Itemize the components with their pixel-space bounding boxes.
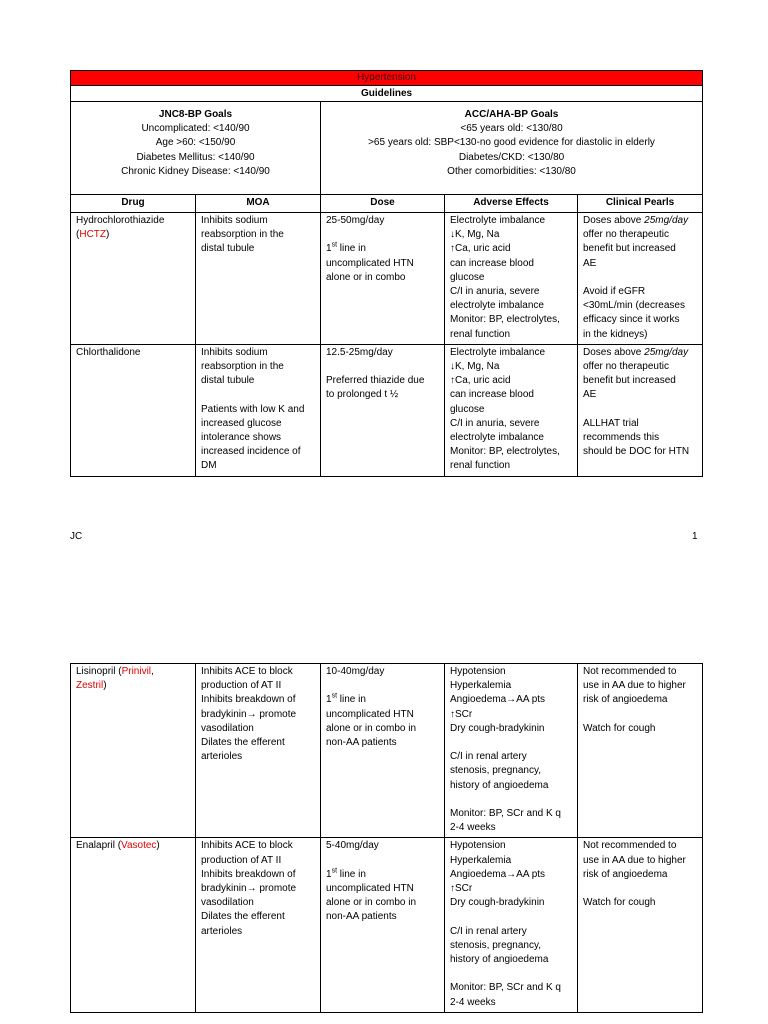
dose-first: 1 [326, 243, 332, 255]
dose-line: 25-50mg/day [326, 215, 385, 226]
pearl-line: Not recommended to [583, 840, 677, 852]
table-row [71, 344, 703, 476]
hypertension-table [70, 70, 703, 477]
acc-aha-goals-title: ACC/AHA-BP Goals [464, 109, 559, 120]
ace-inhibitor-table [70, 663, 703, 1013]
brand-name: Zestril [76, 680, 104, 692]
drug-cell [71, 213, 196, 345]
moa-line: Inhibits ACE to block [201, 666, 293, 677]
pearl-line [583, 459, 697, 473]
acc-aha-goals-cell [321, 102, 703, 195]
clinical-pearls-cell [578, 664, 703, 838]
moa-cell [196, 838, 321, 1012]
jnc8-goal-line: Diabetes Mellitus: <140/90 [136, 151, 255, 163]
moa-line: reabsorption in the [201, 229, 284, 241]
moa-line: DM [201, 460, 217, 472]
pearl-line [583, 882, 697, 896]
ae-line: Monitor: BP, SCr and K q [450, 982, 561, 994]
dose-line [326, 693, 439, 707]
dose-line: uncomplicated HTN [326, 708, 414, 720]
dose-line: alone or in combo [326, 271, 406, 283]
jnc8-goals-cell [71, 102, 321, 195]
dose-line: alone or in combo in [326, 722, 417, 734]
footer-page-number: 1 [692, 531, 698, 542]
moa-cell [196, 664, 321, 838]
ae-line: ↑Ca, uric acid [450, 375, 511, 387]
brand-name: Prinivil [121, 666, 152, 677]
moa-cell [196, 344, 321, 476]
moa-line: increased incidence of [201, 446, 301, 458]
moa-line: vasodilation [201, 897, 254, 909]
moa-line: arterioles [201, 925, 243, 937]
ae-line: renal function [450, 328, 511, 340]
pearl-line: benefit but increased [583, 243, 676, 255]
dose-line: Preferred thiazide due [326, 375, 425, 387]
drug-name: Chlorthalidone [76, 346, 141, 358]
pearl-line: benefit but increased [583, 375, 676, 387]
moa-line: bradykinin→ promote [201, 883, 297, 895]
pearl-text: Doses above [583, 346, 645, 358]
ae-line: electrolyte imbalance [450, 432, 544, 444]
ae-line [450, 793, 572, 807]
pearl-text: Doses above [583, 215, 645, 226]
column-header-dose: Dose [321, 195, 445, 213]
ae-line: ↓K, Mg, Na [450, 229, 500, 241]
dose-line [326, 868, 439, 882]
pearl-line: recommends this [583, 432, 660, 444]
ae-line: glucose [450, 403, 485, 415]
ae-line: stenosis, pregnancy, [450, 939, 541, 951]
pearl-line: use in AA due to higher [583, 680, 686, 692]
adverse-effects-cell [445, 213, 578, 345]
ae-line: Dry cough-bradykinin [450, 722, 545, 734]
ae-line: history of angioedema [450, 954, 549, 966]
dose-sup: st [331, 242, 338, 250]
dose-line: non-AA patients [326, 911, 397, 923]
drug-cell [71, 664, 196, 838]
dose-line: uncomplicated HTN [326, 257, 414, 269]
ae-line: Angioedema→AA pts [450, 694, 546, 706]
moa-cell [196, 213, 321, 345]
pearl-line: Avoid if eGFR [583, 286, 646, 298]
moa-line: production of AT II [201, 854, 282, 866]
moa-line: Inhibits sodium [201, 346, 268, 358]
pearl-line: AE [583, 389, 597, 401]
pearl-line: should be DOC for HTN [583, 446, 690, 458]
table-row [71, 838, 703, 1012]
moa-line: arterioles [201, 751, 243, 763]
ae-line: Electrolyte imbalance [450, 346, 546, 358]
moa-line: Inhibits ACE to block [201, 840, 293, 852]
moa-line: bradykinin→ promote [201, 708, 297, 720]
column-header-clinical-pearls: Clinical Pearls [578, 195, 703, 213]
ae-line: C/I in anuria, severe [450, 286, 540, 298]
acc-aha-goal-line: Other comorbidities: <130/80 [447, 165, 576, 177]
ae-line: Hypotension [450, 840, 506, 852]
ae-line [450, 736, 572, 750]
pearl-line: efficacy since it works [583, 314, 680, 326]
dose-line [326, 679, 439, 693]
dose-cell [321, 838, 445, 1012]
pearl-line: offer no therapeutic [583, 229, 669, 241]
dose-line [326, 360, 439, 374]
dose-line [326, 854, 439, 868]
ae-line: renal function [450, 460, 511, 472]
dose-cell [321, 664, 445, 838]
jnc8-goals-title: JNC8-BP Goals [158, 109, 233, 120]
pearl-line [583, 708, 697, 722]
moa-line: reabsorption in the [201, 361, 284, 373]
dose-sup: st [331, 867, 338, 875]
pearl-emphasis: 25mg/day [644, 346, 689, 358]
moa-line: Dilates the efferent [201, 737, 285, 749]
dose-cell [321, 344, 445, 476]
ae-line [450, 910, 572, 924]
dose-first: 1 [326, 868, 332, 880]
column-header-adverse-effects: Adverse Effects [445, 195, 578, 213]
footer-initials: JC [70, 531, 83, 542]
ae-line: can increase blood [450, 389, 534, 401]
drug-name-end: ) [156, 840, 160, 852]
pearl-line [583, 346, 697, 360]
acc-aha-goal-line: <65 years old: <130/80 [460, 123, 563, 135]
pearl-line: ALLHAT trial [583, 417, 639, 429]
ae-line: 2-4 weeks [450, 996, 496, 1008]
moa-line: Inhibits breakdown of [201, 868, 296, 880]
acc-aha-goal-line: Diabetes/CKD: <130/80 [458, 151, 565, 163]
jnc8-goal-line: Chronic Kidney Disease: <140/90 [121, 165, 270, 177]
pearl-line: Watch for cough [583, 722, 656, 734]
moa-line: Inhibits breakdown of [201, 694, 296, 706]
ae-line: ↑Ca, uric acid [450, 243, 511, 255]
table-row [71, 213, 703, 345]
ae-line: ↓K, Mg, Na [450, 361, 500, 373]
table-row [71, 664, 703, 838]
dose-first-rest: line in [337, 694, 366, 706]
drug-name: Enalapril ( [76, 840, 122, 852]
dose-line: non-AA patients [326, 737, 397, 749]
ae-line: C/I in renal artery [450, 925, 527, 937]
brand-name: Vasotec [121, 840, 157, 852]
ae-line: Electrolyte imbalance [450, 215, 546, 226]
pearl-line: offer no therapeutic [583, 361, 669, 373]
ae-line: ↑SCr [450, 708, 473, 720]
ae-line: Hyperkalemia [450, 854, 512, 866]
dose-first: 1 [326, 694, 332, 706]
pearl-emphasis: 25mg/day [644, 215, 689, 226]
table-subtitle: Guidelines [71, 86, 703, 102]
brand-separator: , [151, 666, 154, 677]
ae-line: ↑SCr [450, 883, 473, 895]
ae-line: C/I in renal artery [450, 751, 527, 763]
drug-name-end: ) [106, 229, 110, 241]
pearl-line [583, 403, 697, 417]
adverse-effects-cell [445, 838, 578, 1012]
moa-line: intolerance shows [201, 432, 282, 444]
pearl-line: risk of angioedema [583, 694, 668, 706]
ae-line: Monitor: BP, electrolytes, [450, 446, 560, 458]
jnc8-goal-line: Age >60: <150/90 [155, 137, 236, 149]
pearl-line: <30mL/min (decreases [583, 300, 685, 312]
moa-line: production of AT II [201, 680, 282, 692]
ae-line: C/I in anuria, severe [450, 417, 540, 429]
pearl-line: Not recommended to [583, 666, 677, 677]
dose-line: uncomplicated HTN [326, 883, 414, 895]
ae-line: glucose [450, 271, 485, 283]
clinical-pearls-cell [578, 213, 703, 345]
pearl-line [583, 271, 697, 285]
pearl-line [583, 214, 697, 228]
dose-first-rest: line in [337, 243, 366, 255]
moa-line: Dilates the efferent [201, 911, 285, 923]
ae-line: Angioedema→AA pts [450, 868, 546, 880]
moa-line: Inhibits sodium [201, 215, 268, 226]
moa-line: distal tubule [201, 243, 255, 255]
dose-line: 5-40mg/day [326, 840, 379, 852]
jnc8-goal-line: Uncomplicated: <140/90 [141, 123, 250, 135]
moa-line: distal tubule [201, 375, 255, 387]
moa-line: vasodilation [201, 722, 254, 734]
dose-line [326, 228, 439, 242]
ae-line: Monitor: BP, SCr and K q [450, 808, 561, 820]
drug-cell [71, 838, 196, 1012]
ae-line: can increase blood [450, 257, 534, 269]
ae-line: Hyperkalemia [450, 680, 512, 692]
pearl-line: Watch for cough [583, 897, 656, 909]
ae-line: Hypotension [450, 666, 506, 677]
ae-line: Dry cough-bradykinin [450, 897, 545, 909]
moa-line: Patients with low K and [201, 403, 305, 415]
ae-line: electrolyte imbalance [450, 300, 544, 312]
clinical-pearls-cell [578, 838, 703, 1012]
dose-line [326, 242, 439, 256]
pearl-line: in the kidneys) [583, 328, 648, 340]
column-header-moa: MOA [196, 195, 321, 213]
dose-sup: st [331, 693, 338, 701]
drug-name: Lisinopril ( [76, 666, 122, 677]
drug-cell [71, 344, 196, 476]
pearl-line: AE [583, 257, 597, 269]
acc-aha-goal-line: >65 years old: SBP<130-no good evidence for diastolic in elderly [368, 137, 655, 149]
column-header-drug: Drug [71, 195, 196, 213]
dose-first-rest: line in [337, 868, 366, 880]
dose-line: alone or in combo in [326, 897, 417, 909]
table-title: Hypertension [71, 71, 703, 86]
dose-line: 10-40mg/day [326, 666, 385, 677]
pearl-line: use in AA due to higher [583, 854, 686, 866]
adverse-effects-cell [445, 664, 578, 838]
pearl-line: risk of angioedema [583, 868, 668, 880]
moa-line [201, 388, 315, 402]
moa-line: increased glucose [201, 417, 282, 429]
ae-line: history of angioedema [450, 779, 549, 791]
dose-line: to prolonged t ½ [326, 389, 399, 401]
clinical-pearls-cell [578, 344, 703, 476]
adverse-effects-cell [445, 344, 578, 476]
ae-line: stenosis, pregnancy, [450, 765, 541, 777]
dose-cell [321, 213, 445, 345]
brand-name: HCTZ [79, 229, 107, 241]
ae-line: 2-4 weeks [450, 822, 496, 834]
drug-name-end: ) [103, 680, 107, 692]
drug-name: Hydrochlorothiazide ( [76, 215, 165, 241]
ae-line: Monitor: BP, electrolytes, [450, 314, 560, 326]
ae-line [450, 967, 572, 981]
dose-line: 12.5-25mg/day [326, 346, 393, 358]
